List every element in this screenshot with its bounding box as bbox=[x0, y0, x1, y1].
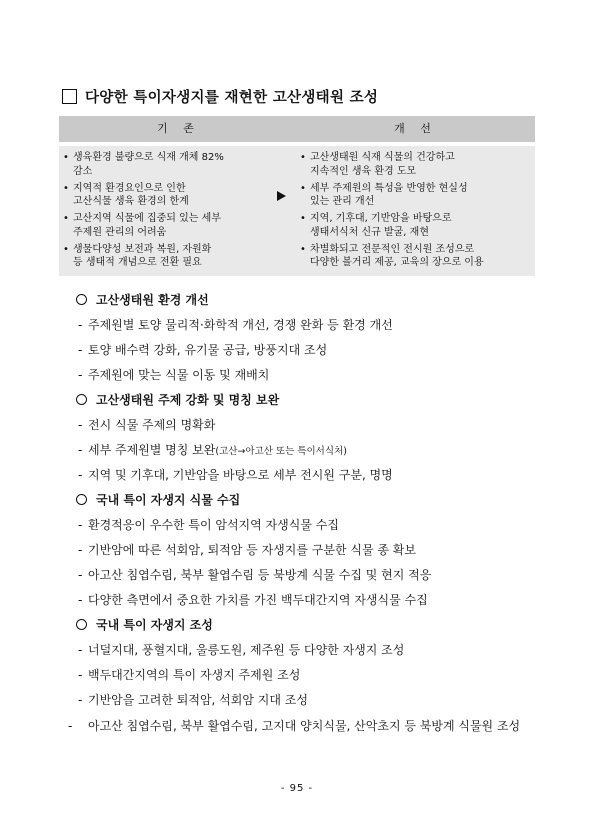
before-panel-body bbox=[59, 146, 298, 276]
section-item-text: 세부 주제원별 명칭 보완 bbox=[88, 443, 216, 457]
section-item-text: 주제원에 맞는 식물 이동 및 재배치 bbox=[88, 368, 270, 382]
before-panel-header: 기 존 bbox=[59, 116, 298, 142]
section-item bbox=[76, 690, 546, 715]
dash-bullet-icon: - bbox=[78, 318, 83, 332]
dash-bullet-icon: - bbox=[78, 543, 83, 557]
section-item bbox=[68, 715, 546, 737]
before-item: • 고산지역 식물에 집중되 있는 세부 주제원 관리의 어려움 bbox=[63, 212, 294, 239]
section-heading bbox=[76, 615, 546, 640]
dash-bullet-icon: - bbox=[78, 518, 83, 532]
section-heading bbox=[76, 390, 546, 415]
section-item bbox=[76, 640, 546, 665]
section-item bbox=[76, 440, 546, 465]
section-item-text: 아고산 침엽수림, 북부 활엽수림, 고지대 양치식물, 산악초지 등 북방계 식물원 조성 bbox=[88, 719, 521, 733]
dash-bullet-icon: - bbox=[78, 418, 83, 432]
circle-bullet-icon bbox=[76, 619, 87, 630]
section-list bbox=[68, 290, 546, 737]
section-heading-text: 국내 특이 자생지 조성 bbox=[96, 618, 213, 632]
page-number: - 95 - bbox=[280, 783, 314, 794]
section-item-text: 백두대간지역의 특이 자생지 주제원 조성 bbox=[88, 668, 301, 682]
circle-bullet-icon bbox=[76, 394, 87, 405]
page-title-text: 다양한 특이자생지를 재현한 고산생태원 조성 bbox=[85, 90, 379, 106]
section-item-text: 기반암에 따른 석회암, 퇴적암 등 자생지를 구분한 식물 종 확보 bbox=[88, 543, 416, 557]
dash-bullet-icon: - bbox=[78, 343, 83, 357]
dash-bullet-icon: - bbox=[68, 719, 73, 733]
checkbox-square-icon bbox=[62, 89, 77, 104]
dash-bullet-icon: - bbox=[78, 593, 83, 607]
after-item: • 지역, 기후대, 기반암을 바탕으로 생태서식처 신규 발굴, 재현 bbox=[300, 212, 531, 239]
after-item: • 고산생태원 식재 식물의 건강하고 지속적인 생육 환경 도모 bbox=[300, 151, 531, 178]
dash-bullet-icon: - bbox=[78, 468, 83, 482]
dash-bullet-icon: - bbox=[78, 568, 83, 582]
section-item-text: 환경적응이 우수한 특이 암석지역 자생식물 수집 bbox=[88, 518, 339, 532]
before-item: • 생육환경 불량으로 식재 개체 82% 감소 bbox=[63, 151, 294, 178]
section-item-text: 토양 배수력 강화, 유기물 공급, 방풍지대 조성 bbox=[88, 343, 328, 357]
after-list bbox=[300, 151, 531, 270]
section-item bbox=[76, 415, 546, 440]
section-heading-text: 고산생태원 주제 강화 및 명칭 보완 bbox=[96, 393, 280, 407]
before-panel bbox=[59, 116, 298, 276]
dash-bullet-icon: - bbox=[78, 643, 83, 657]
circle-bullet-icon bbox=[76, 294, 87, 305]
section-item bbox=[76, 590, 546, 615]
page-title bbox=[62, 86, 378, 107]
section-item bbox=[76, 540, 546, 565]
after-panel-header: 개 선 bbox=[296, 116, 535, 142]
dash-bullet-icon: - bbox=[78, 668, 83, 682]
before-list bbox=[63, 151, 294, 270]
section-item bbox=[76, 515, 546, 540]
section-item bbox=[76, 465, 546, 490]
dash-bullet-icon: - bbox=[78, 443, 83, 457]
section-item bbox=[76, 665, 546, 690]
section-heading bbox=[76, 490, 546, 515]
section-item-text: 지역 및 기후대, 기반암을 바탕으로 세부 전시원 구분, 명명 bbox=[88, 468, 393, 482]
section-heading-text: 국내 특이 자생지 식물 수집 bbox=[96, 493, 241, 507]
section-item bbox=[76, 340, 546, 365]
before-item: • 지역적 환경요인으로 인한 고산식물 생육 환경의 한계 bbox=[63, 182, 294, 209]
after-item: • 세부 주제원의 특성을 반영한 현실성 있는 관리 개선 bbox=[300, 182, 531, 209]
section-heading-text: 고산생태원 환경 개선 bbox=[96, 293, 209, 307]
after-item: • 차별화되고 전문적인 전시원 조성으로 다양한 볼거리 제공, 교육의 장으로 이용 bbox=[300, 243, 531, 270]
before-item: • 생물다양성 보전과 복원, 자원화 등 생태적 개념으로 전환 필요 bbox=[63, 243, 294, 270]
right-triangle-arrow-icon bbox=[277, 191, 286, 201]
section-item bbox=[76, 565, 546, 590]
section-item-text: 너덜지대, 풍혈지대, 울릉도원, 제주원 등 다양한 자생지 조성 bbox=[88, 643, 405, 657]
after-panel-body bbox=[296, 146, 535, 276]
dash-bullet-icon: - bbox=[78, 368, 83, 382]
section-item-text: 전시 식물 주제의 명확화 bbox=[88, 418, 216, 432]
section-item-text: 주제원별 토양 물리적·화학적 개선, 경쟁 완화 등 환경 개선 bbox=[88, 318, 393, 332]
section-item-text: 기반암을 고려한 퇴적암, 석회암 지대 조성 bbox=[88, 693, 308, 707]
section-item-text: 아고산 침엽수림, 북부 활엽수림 등 북방계 식물 수집 및 현지 적응 bbox=[88, 568, 432, 582]
after-panel bbox=[296, 116, 535, 276]
dash-bullet-icon: - bbox=[78, 693, 83, 707]
section-item-text: 다양한 측면에서 중요한 가치를 가진 백두대간지역 자생식물 수집 bbox=[88, 593, 428, 607]
section-item bbox=[76, 315, 546, 340]
section-item-note: (고산→아고산 또는 특이서식처) bbox=[215, 446, 347, 457]
section-heading bbox=[76, 290, 546, 315]
circle-bullet-icon bbox=[76, 494, 87, 505]
section-item bbox=[76, 365, 546, 390]
